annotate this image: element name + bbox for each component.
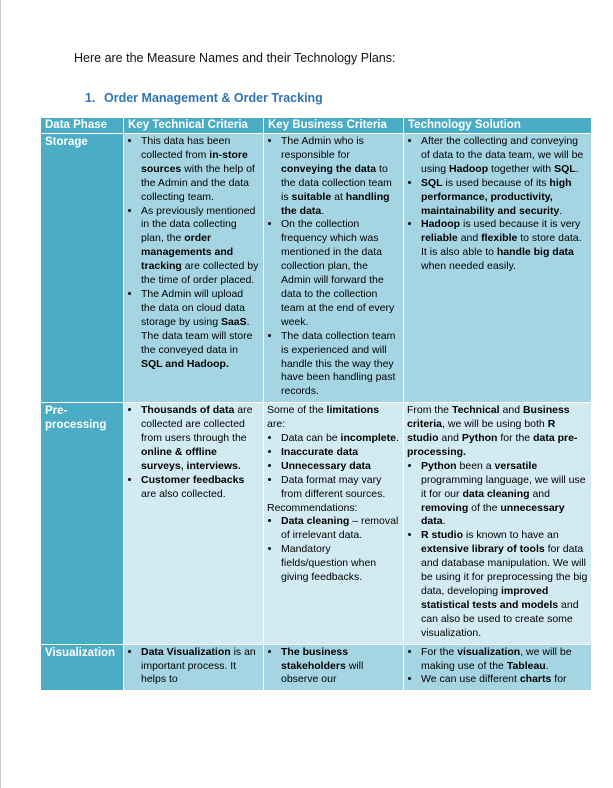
text-run: and can also be used to create some visualization. [421, 598, 579, 639]
limitations-list [267, 432, 400, 502]
bold-text: in-store sources [141, 148, 248, 175]
bold-text: handle big data [496, 246, 574, 259]
preprocessing-solution-list [407, 460, 588, 641]
text-run: and [457, 232, 482, 245]
bold-text: versatile [494, 459, 538, 472]
bullet-item [281, 432, 400, 446]
bold-text: SQL [554, 162, 576, 175]
storage-business-list [267, 135, 400, 399]
text-run: The Admin who is responsible for [281, 135, 364, 161]
bold-text: R studio [407, 418, 556, 445]
text-run: This data has been collected from [141, 135, 231, 161]
phase-visualization: Visualization [41, 644, 124, 691]
visualization-technical-list [127, 646, 260, 688]
text-run: We can use different [421, 673, 520, 686]
text-run: for [551, 673, 567, 686]
text-run: The Admin will upload the data on cloud data storage by using [141, 287, 245, 328]
text-run: and [438, 432, 462, 445]
text-run: is an important process. It helps to [141, 645, 256, 686]
bullet-item [421, 218, 588, 274]
bullet-item [421, 135, 588, 177]
bullet-item [141, 474, 260, 502]
bold-text: conveying the data [281, 162, 377, 175]
header-technical-criteria: Key Technical Criteria [124, 118, 264, 134]
storage-business [264, 134, 404, 403]
storage-solution [404, 134, 592, 403]
bold-text: Python [421, 459, 457, 472]
text-run: . [545, 659, 549, 672]
text-run: for the [497, 432, 534, 445]
visualization-solution [404, 644, 592, 691]
bullet-item [141, 646, 260, 688]
bold-text: Unnecessary data [281, 459, 371, 472]
bold-text: Technical [451, 404, 500, 417]
phase-preprocessing: Pre-processing [41, 403, 124, 644]
text-run: On the collection frequency which was mentioned in the data collection plan, the Admin will forward the data to the collection team at the end of every week. [281, 218, 395, 328]
text-run: are also collected. [141, 487, 226, 500]
bold-text: charts [519, 673, 552, 686]
bold-text: Data Visualization [141, 645, 231, 658]
bold-text: SaaS [220, 315, 247, 328]
bold-text: Tableau [506, 659, 546, 672]
text-run: Data format may vary from different sources. [281, 473, 386, 500]
text-run: when needed easily. [421, 260, 516, 273]
bold-text: unnecessary data [421, 501, 565, 528]
bold-text: R studio [421, 529, 463, 542]
bullet-item [141, 404, 260, 474]
text-run: with the help of the Admin and the data collecting team. [141, 162, 255, 203]
bold-text: Data cleaning [281, 515, 350, 528]
bold-text: removing [421, 501, 469, 514]
section-number: 1. [85, 91, 96, 105]
text-run: are collected are collected from users through the [141, 404, 253, 445]
header-business-criteria: Key Business Criteria [264, 118, 404, 134]
bullet-item [281, 474, 400, 502]
text-run: are collected by the time of order placed. [141, 260, 259, 287]
bold-text: Inaccurate data [281, 445, 359, 458]
text-run: are: [267, 418, 286, 431]
text-run: and [499, 404, 523, 417]
limitations-intro [267, 404, 400, 432]
visualization-business-list [267, 646, 400, 688]
bold-text: reliable [421, 232, 458, 245]
bold-text: limitations [326, 404, 380, 417]
text-run: – removal of irrelevant data. [281, 515, 399, 542]
intro-text: Here are the Measure Names and their Technology Plans: [74, 51, 396, 65]
text-run: programming language, we will use it for our [421, 473, 586, 500]
section-heading [85, 91, 323, 105]
bold-text: improved statistical tests and models [421, 585, 559, 611]
text-run: . [321, 204, 325, 217]
text-run: After the collecting and conveying of data to the data team, we will be using [421, 135, 584, 175]
header-technology-solution: Technology Solution [404, 118, 592, 134]
section-title: Order Management & Order Tracking [104, 91, 323, 105]
text-run: As previously mentioned in the data collecting plan, the [141, 204, 256, 245]
solution-intro [407, 404, 588, 460]
text-run: , we will be using both [442, 418, 548, 431]
text-run: is used because of its [442, 176, 550, 189]
header-data-phase: Data Phase [41, 118, 124, 134]
bullet-item [141, 135, 260, 205]
storage-row [41, 134, 592, 403]
text-run: . [442, 515, 446, 528]
recommendations-list [267, 515, 400, 585]
bold-text: incomplete [340, 432, 396, 445]
bullet-item [141, 288, 260, 371]
visualization-row [41, 644, 592, 691]
recommendations-label: Recommendations: [267, 501, 358, 514]
bold-text: extensive library of tools [421, 543, 545, 556]
bullet-item [281, 543, 400, 585]
bullet-item [421, 646, 588, 674]
bold-text: high performance, productivity, maintainability and security [421, 176, 572, 217]
preprocessing-technical [124, 403, 264, 644]
text-run: is used because it is very [460, 218, 581, 231]
bold-text: Thousands of data [141, 404, 235, 417]
bold-text: Hadoop [421, 218, 461, 231]
text-run: . [395, 432, 399, 445]
visualization-business [264, 644, 404, 691]
text-run: , we will be making use of the [421, 645, 572, 672]
text-run: From the [407, 404, 452, 417]
preprocessing-solution [404, 403, 592, 644]
bold-text: The business stakeholders [281, 645, 349, 672]
text-run: to store data. It is also able to [421, 232, 582, 259]
text-run: together with [488, 162, 555, 175]
text-run: For the [421, 645, 458, 658]
technology-plan-table [40, 117, 592, 691]
storage-technical [124, 134, 264, 403]
text-run: for data and database manipulation. We will be using it for preprocessing the big data, developing [421, 543, 588, 597]
bullet-item [281, 218, 400, 329]
bullet-item [421, 529, 588, 640]
text-run: . The data team will store the conveyed data in [141, 315, 253, 356]
text-run: . [575, 162, 579, 175]
text-run: The data collection team is experienced and will handle this the way they have been handling past records. [281, 329, 396, 398]
bullet-item [281, 460, 400, 474]
bold-text: Customer feedbacks [141, 473, 245, 486]
preprocessing-technical-list [127, 404, 260, 501]
bold-text: SQL [421, 176, 443, 189]
bold-text: handling the data [281, 190, 390, 217]
text-run: of the [468, 501, 501, 514]
bold-text: Business criteria [407, 404, 570, 431]
text-run: at [331, 190, 346, 203]
bullet-item [281, 446, 400, 460]
preprocessing-business [264, 403, 404, 644]
text-run: is known to have an [463, 529, 559, 542]
bullet-item [281, 135, 400, 218]
bold-text: data pre-processing. [407, 432, 578, 458]
bullet-item [281, 330, 400, 400]
bullet-item [421, 177, 588, 219]
bold-text: Hadoop [449, 162, 489, 175]
text-run: . [559, 204, 563, 217]
text-run: been a [456, 459, 495, 472]
bullet-item [421, 673, 588, 687]
bold-text: suitable [291, 190, 332, 203]
bold-text: data cleaning [462, 487, 530, 500]
table-header-row [41, 118, 592, 134]
page-edge [0, 0, 1, 788]
visualization-technical [124, 644, 264, 691]
text-run: Some of the [267, 404, 327, 417]
visualization-solution-list [407, 646, 588, 688]
bold-text: SQL and Hadoop. [141, 357, 229, 370]
storage-solution-list [407, 135, 588, 274]
text-run: to the data collection team is [281, 162, 392, 203]
bullet-item [281, 646, 400, 688]
bold-text: Python [461, 432, 498, 445]
bold-text: order managements and tracking [141, 232, 234, 273]
preprocessing-row [41, 403, 592, 644]
bold-text: visualization [457, 645, 521, 658]
text-run: Data can be [281, 432, 341, 445]
storage-technical-list [127, 135, 260, 371]
bullet-item [281, 515, 400, 543]
phase-storage: Storage [41, 134, 124, 403]
text-run: Mandatory fields/question when giving feedbacks. [281, 543, 377, 584]
text-run: and [529, 487, 550, 500]
text-run: will observe our [281, 659, 364, 686]
bold-text: flexible [481, 232, 518, 245]
bullet-item [421, 460, 588, 530]
bullet-item [141, 205, 260, 288]
bold-text: online & offline surveys, interviews. [141, 445, 241, 472]
